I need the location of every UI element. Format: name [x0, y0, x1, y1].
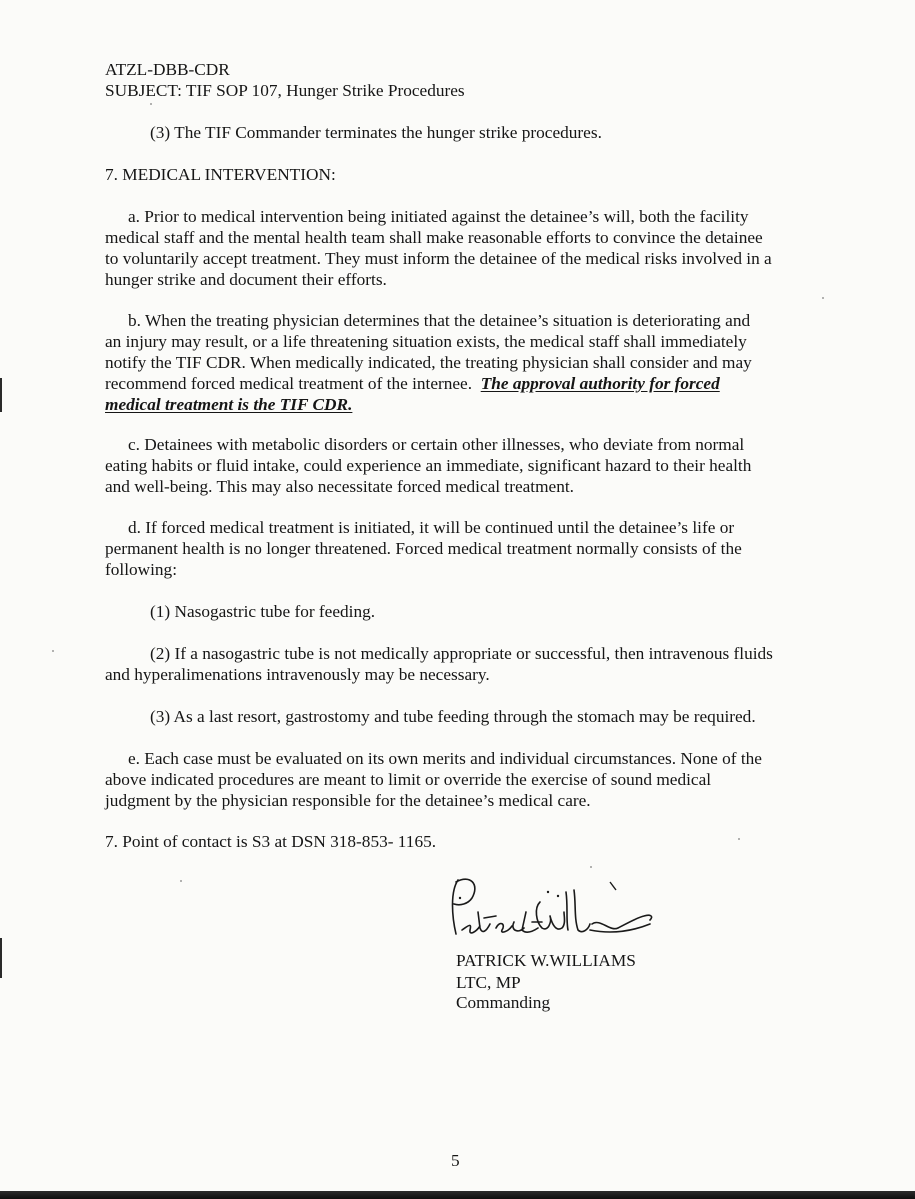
scan-speck: [150, 103, 152, 105]
signer-rank: LTC, MP: [456, 973, 521, 993]
sub-item-2-line: (2) If a nasogastric tube is not medically appropriate or successful, then intravenous fluids: [150, 644, 773, 663]
paragraph-b-line: an injury may result, or a life threatening situation exists, the medical staff shall immediately: [105, 332, 747, 351]
scan-bottom-edge: [0, 1191, 915, 1199]
signer-name: PATRICK W.WILLIAMS: [456, 951, 636, 971]
paragraph-b-line: [105, 394, 352, 415]
approval-authority-emphasis-continued: medical treatment is the TIF CDR.: [105, 395, 353, 414]
paragraph-d-line: permanent health is no longer threatened. Forced medical treatment normally consists of the: [105, 539, 742, 558]
paragraph-e-line: e. Each case must be evaluated on its own merits and individual circumstances. None of the: [128, 749, 762, 768]
office-symbol: ATZL-DBB-CDR: [105, 60, 230, 79]
page-number: 5: [451, 1151, 460, 1171]
paragraph-d-line: following:: [105, 560, 178, 579]
sub-item-1: (1) Nasogastric tube for feeding.: [150, 602, 376, 621]
paragraph-a-line: medical staff and the mental health team shall make reasonable efforts to convince the detainee: [105, 228, 763, 247]
paragraph-a-line: a. Prior to medical intervention being initiated against the detainee’s will, both the facility: [128, 207, 749, 226]
item-3-commander-terminates: (3) The TIF Commander terminates the hunger strike procedures.: [150, 123, 602, 142]
handwritten-signature: [440, 872, 665, 962]
paragraph-e-line: judgment by the physician responsible for the detainee’s medical care.: [105, 791, 591, 810]
scan-speck: [180, 880, 182, 882]
section-heading-medical-intervention: 7. MEDICAL INTERVENTION:: [105, 165, 336, 184]
paragraph-c-line: and well-being. This may also necessitate forced medical treatment.: [105, 477, 574, 496]
paragraph-b-line: b. When the treating physician determines that the detainee’s situation is deteriorating and: [128, 311, 751, 330]
paragraph-e-line: above indicated procedures are meant to limit or override the exercise of sound medical: [105, 770, 712, 789]
scan-speck: [590, 866, 592, 868]
signer-title: Commanding: [456, 993, 551, 1013]
paragraph-d-line: d. If forced medical treatment is initiated, it will be continued until the detainee’s life or: [128, 518, 735, 537]
point-of-contact: 7. Point of contact is S3 at DSN 318-853- 1165.: [105, 832, 437, 851]
paragraph-b-line: [105, 373, 720, 394]
scan-edge-mark: [0, 378, 2, 412]
paragraph-c-line: eating habits or fluid intake, could experience an immediate, significant hazard to their health: [105, 456, 752, 475]
sub-item-2-line: and hyperalimenations intravenously may be necessary.: [105, 665, 490, 684]
sub-item-3: (3) As a last resort, gastrostomy and tube feeding through the stomach may be required.: [150, 707, 756, 726]
approval-authority-emphasis: The approval authority for forced: [480, 374, 720, 393]
subject-line: SUBJECT: TIF SOP 107, Hunger Strike Procedures: [105, 81, 465, 100]
scan-edge-mark: [0, 938, 2, 978]
paragraph-b-text: recommend forced medical treatment of the internee.: [105, 374, 481, 393]
scan-speck: [738, 838, 740, 840]
paragraph-a-line: to voluntarily accept treatment. They must inform the detainee of the medical risks involved in a: [105, 249, 772, 268]
paragraph-a-line: hunger strike and document their efforts.: [105, 270, 387, 289]
scan-speck: [822, 297, 824, 299]
scan-speck: [52, 650, 54, 652]
paragraph-b-line: notify the TIF CDR. When medically indicated, the treating physician shall consider and may: [105, 353, 752, 372]
paragraph-c-line: c. Detainees with metabolic disorders or certain other illnesses, who deviate from normal: [128, 435, 745, 454]
